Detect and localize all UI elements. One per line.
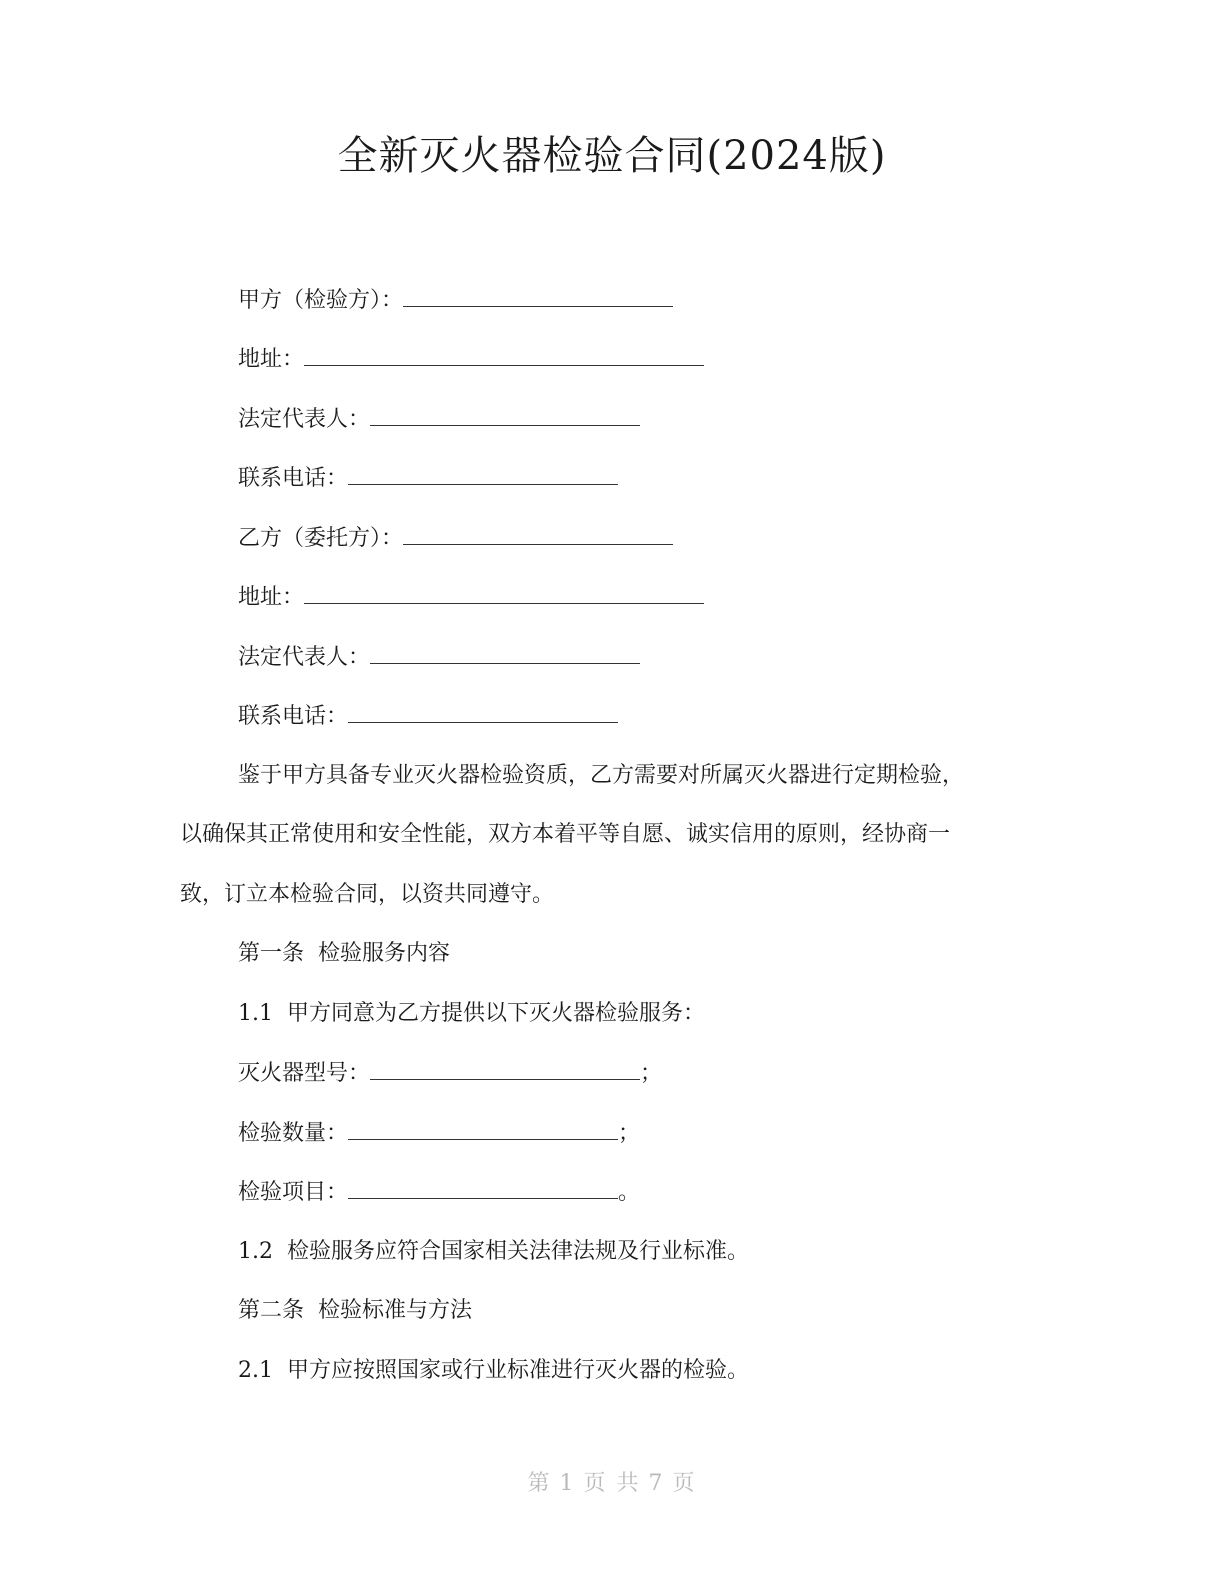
preamble-line-2: 以确保其正常使用和安全性能，双方本着平等自愿、诚实信用的原则，经协商一	[180, 822, 951, 847]
article-2-title: 检验标准与方法	[318, 1298, 473, 1323]
quantity-blank	[348, 1117, 618, 1140]
article-2-number: 第二条	[238, 1298, 305, 1323]
footer-page-number: 1	[559, 1471, 576, 1496]
party-a-address-blank	[304, 343, 704, 366]
party-a-phone-row	[238, 462, 618, 495]
clause-1-2	[238, 1236, 749, 1268]
party-b-name-blank	[403, 522, 673, 545]
footer-suffix: 页	[672, 1471, 697, 1496]
party-a-address-row	[238, 343, 704, 376]
article-1-heading	[238, 938, 450, 970]
party-b-legal-rep-label: 法定代表人：	[238, 645, 371, 670]
clause-1-1-number: 1.1	[238, 1001, 273, 1026]
preamble-line-1: 鉴于甲方具备专业灭火器检验资质，乙方需要对所属灭火器进行定期检验，	[238, 763, 965, 788]
article-2-heading	[238, 1295, 472, 1327]
clause-1-1-text: 甲方同意为乙方提供以下灭火器检验服务：	[287, 1001, 706, 1026]
quantity-label: 检验数量：	[238, 1121, 349, 1146]
clause-2-1-number: 2.1	[238, 1358, 273, 1383]
party-a-legal-rep-label: 法定代表人：	[238, 407, 371, 432]
party-a-legal-rep-blank	[370, 403, 640, 426]
party-a-legal-rep-row	[238, 403, 640, 436]
preamble-line-3: 致，订立本检验合同，以资共同遵守。	[180, 882, 555, 907]
model-blank	[370, 1057, 640, 1080]
party-a-address-label: 地址：	[238, 347, 305, 372]
party-a-phone-blank	[348, 462, 618, 485]
party-b-address-row	[238, 581, 704, 614]
party-a-phone-label: 联系电话：	[238, 466, 349, 491]
party-b-address-label: 地址：	[238, 585, 305, 610]
party-b-phone-label: 联系电话：	[238, 704, 349, 729]
party-b-name-row	[238, 522, 673, 555]
article-1-title: 检验服务内容	[318, 941, 451, 966]
clause-1-1	[238, 998, 705, 1030]
quantity-end: ；	[618, 1121, 641, 1146]
model-row	[238, 1057, 662, 1090]
page-footer	[0, 1466, 1224, 1497]
items-end: 。	[618, 1180, 641, 1205]
party-b-legal-rep-row	[238, 641, 640, 674]
article-1-number: 第一条	[238, 941, 305, 966]
party-b-name-label: 乙方（委托方）：	[238, 526, 404, 551]
items-blank	[348, 1176, 618, 1199]
party-b-address-blank	[304, 581, 704, 604]
footer-prefix: 第	[527, 1471, 552, 1496]
quantity-row	[238, 1117, 640, 1150]
items-label: 检验项目：	[238, 1180, 349, 1205]
party-b-legal-rep-blank	[370, 641, 640, 664]
clause-1-2-number: 1.2	[238, 1239, 273, 1264]
document-title: 全新灭火器检验合同(2024版)	[337, 133, 887, 179]
footer-middle: 页 共	[583, 1471, 641, 1496]
clause-2-1	[238, 1355, 749, 1387]
items-row	[238, 1176, 640, 1209]
party-a-name-row	[238, 284, 673, 317]
clause-2-1-text: 甲方应按照国家或行业标准进行灭火器的检验。	[287, 1358, 750, 1383]
model-end: ；	[640, 1061, 663, 1086]
party-a-name-label: 甲方（检验方）：	[238, 288, 404, 313]
model-label: 灭火器型号：	[238, 1061, 371, 1086]
party-b-phone-row	[238, 700, 618, 733]
clause-1-2-text: 检验服务应符合国家相关法律法规及行业标准。	[287, 1239, 750, 1264]
footer-total-pages: 7	[648, 1471, 665, 1496]
party-a-name-blank	[403, 284, 673, 307]
party-b-phone-blank	[348, 700, 618, 723]
